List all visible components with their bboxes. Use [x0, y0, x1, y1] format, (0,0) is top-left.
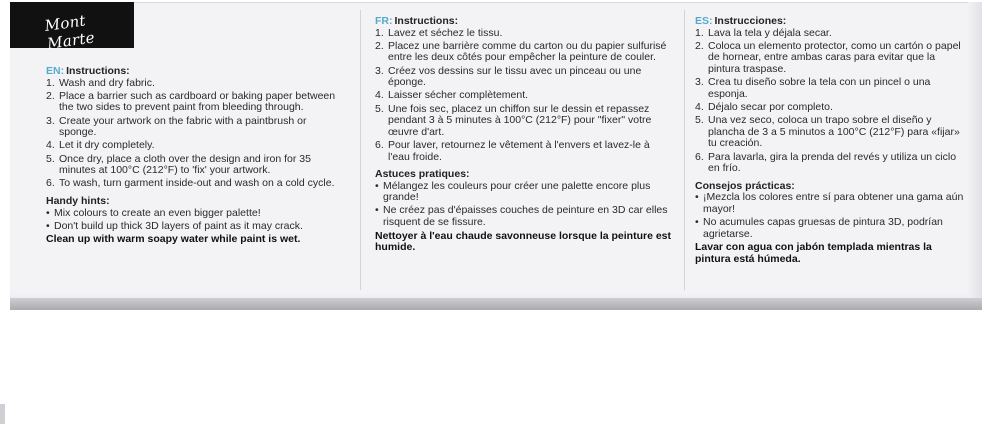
steps-list — [46, 78, 346, 190]
hint-text: Ne créez pas d'épaisses couches de peinture en 3D car elles risquent de se fissure. — [383, 204, 668, 229]
instructions-title: Instructions: — [66, 65, 130, 77]
hint-item: • No acumules capas gruesas de pintura 3D, podrían agrietarse. — [695, 216, 943, 240]
hint-text: ¡Mezcla los colores entre sí para obtener una gama aún mayor! — [703, 191, 964, 215]
package-bottom-edge — [10, 298, 982, 310]
step-text: Placez une barrière comme du carton ou du papier sulfurisé entre les deux côtés pour empêcher la peinture de couler. — [388, 39, 667, 64]
step-text: Wash and dry fabric. — [59, 76, 155, 89]
step-item: 6. Para lavarla, gira la prenda del revés y utiliza un ciclo en frío. — [695, 150, 957, 175]
hint-text: No acumules capas gruesas de pintura 3D, podrían agrietarse. — [703, 216, 943, 240]
step-text: Crea tu diseño sobre la tela con un pincel o una esponja. — [708, 76, 931, 100]
step-text: Para lavarla, gira la prenda del revés y utiliza un ciclo en frío. — [708, 150, 957, 175]
step-item: 2. Placez une barrière comme du carton ou du papier sulfurisé entre les deux côtés pour empêcher la peinture de couler. — [375, 39, 667, 64]
hints-list — [46, 208, 346, 233]
step-text: Place a barrier such as cardboard or baking paper between the two sides to prevent paint from bleeding through. — [59, 89, 336, 114]
brand-logo-band — [10, 2, 134, 53]
step-text: Una vez seco, coloca un trapo sobre el diseño y plancha de 3 a 5 minutos a 100°C (212°F) para «fijar» tu creación. — [708, 114, 960, 150]
steps-list — [375, 28, 671, 164]
image-edge-mark — [0, 404, 5, 424]
language-tag: ES: — [695, 15, 713, 27]
step-item: 5. Una vez seco, coloca un trapo sobre el diseño y plancha de 3 a 5 minutos a 100°C (212°F) para «fijar» tu creación. — [695, 114, 960, 150]
step-text: Créez vos dessins sur le tissu avec un pinceau ou une éponge. — [388, 64, 642, 89]
hint-item: • ¡Mezcla los colores entre sí para obtener una gama aún mayor! — [695, 191, 964, 215]
hint-text: Don't build up thick 3D layers of paint as it may crack. — [54, 219, 303, 232]
step-item: 1. Lavez et séchez le tissu. — [375, 26, 503, 39]
step-text: Déjalo secar por completo. — [708, 100, 833, 113]
step-item: 3. Crea tu diseño sobre la tela con un pincel o una esponja. — [695, 76, 931, 100]
step-item: 3. Create your artwork on the fabric with a paintbrush or sponge. — [46, 114, 307, 139]
hint-item: • Mélangez les couleurs pour créer une palette encore plus grande! — [375, 179, 651, 204]
french-instructions — [375, 16, 671, 254]
step-item: 4. Let it dry completely. — [46, 139, 155, 152]
hints-list — [695, 192, 965, 240]
step-text: Lavez et séchez le tissu. — [388, 26, 503, 39]
step-item: 6. Pour laver, retournez le vêtement à l'envers et lavez-le à l'eau froide. — [375, 138, 650, 163]
hint-item: • Ne créez pas d'épaisses couches de peinture en 3D car elles risquent de se fissure. — [375, 204, 668, 229]
hint-text: Mix colours to create an even bigger palette! — [54, 206, 261, 219]
step-text: Create your artwork on the fabric with a paintbrush or sponge. — [59, 114, 307, 139]
hint-item: • Don't build up thick 3D layers of paint as it may crack. — [46, 219, 303, 232]
step-text: Lava la tela y déjala secar. — [708, 26, 832, 39]
cleanup-note: Clean up with warm soapy water while paint is wet. — [46, 233, 301, 246]
step-item: 4. Déjalo secar por completo. — [695, 100, 833, 113]
language-tag: FR: — [375, 15, 393, 27]
step-item: 2. Place a barrier such as cardboard or baking paper between the two sides to prevent paint from bleeding through. — [46, 89, 336, 114]
package-side-edge — [968, 2, 982, 308]
spanish-instructions — [695, 16, 965, 265]
cleanup-note: Nettoyer à l'eau chaude savonneuse lorsque la peinture est humide. — [375, 229, 672, 254]
cleanup-note: Lavar con agua con jabón templada mientras la pintura está húmeda. — [695, 241, 932, 265]
step-text: Pour laver, retournez le vêtement à l'envers et lavez-le à l'eau froide. — [388, 138, 650, 163]
step-item: 5. Once dry, place a cloth over the design and iron for 35 minutes at 100°C (212°F) to 'fix' your artwork. — [46, 152, 311, 177]
hints-list — [375, 181, 671, 229]
step-text: Coloca un elemento protector, como un cartón o papel de hornear, entre ambas caras para evitar que la pintura traspase. — [708, 39, 961, 75]
step-item: 1. Lava la tela y déjala secar. — [695, 26, 832, 39]
instructions-title: Instructions: — [394, 15, 459, 27]
hints-heading: Astuces pratiques: — [375, 168, 470, 181]
instructions-title: Instrucciones: — [714, 15, 787, 27]
step-item: 4. Laisser sécher complètement. — [375, 89, 529, 102]
step-text: Une fois sec, placez un chiffon sur le dessin et repassez pendant 3 à 5 minutes à 100°C (212°F) pour "fixer" votre œuvre d'art. — [388, 102, 652, 138]
column-divider — [360, 10, 361, 290]
steps-list — [695, 28, 965, 175]
brand-logo: Mont Marte — [43, 11, 96, 53]
hints-heading: Consejos prácticas: — [695, 179, 795, 192]
language-tag: EN: — [46, 65, 65, 77]
hint-text: Mélangez les couleurs pour créer une palette encore plus grande! — [383, 179, 651, 204]
step-item: 5. Une fois sec, placez un chiffon sur le dessin et repassez pendant 3 à 5 minutes à 100°C (212°F) pour "fixer" votre œuvre d'art. — [375, 102, 652, 138]
step-item: 6. To wash, turn garment inside-out and wash on a cold cycle. — [46, 177, 335, 190]
step-item: 1. Wash and dry fabric. — [46, 76, 155, 89]
step-item: 3. Créez vos dessins sur le tissu avec un pinceau ou une éponge. — [375, 64, 642, 89]
column-divider — [684, 10, 685, 290]
hint-item: • Mix colours to create an even bigger palette! — [46, 206, 261, 219]
step-text: Let it dry completely. — [59, 139, 155, 152]
hints-heading: Handy hints: — [46, 194, 110, 207]
step-text: Once dry, place a cloth over the design and iron for 35 minutes at 100°C (212°F) to 'fix' your artwork. — [59, 152, 311, 177]
step-item: 2. Coloca un elemento protector, como un cartón o papel de hornear, entre ambas caras para evitar que la pintura traspase. — [695, 39, 961, 75]
step-text: Laisser sécher complètement. — [388, 89, 529, 102]
english-instructions — [46, 66, 346, 246]
step-text: To wash, turn garment inside-out and wash on a cold cycle. — [59, 177, 335, 190]
